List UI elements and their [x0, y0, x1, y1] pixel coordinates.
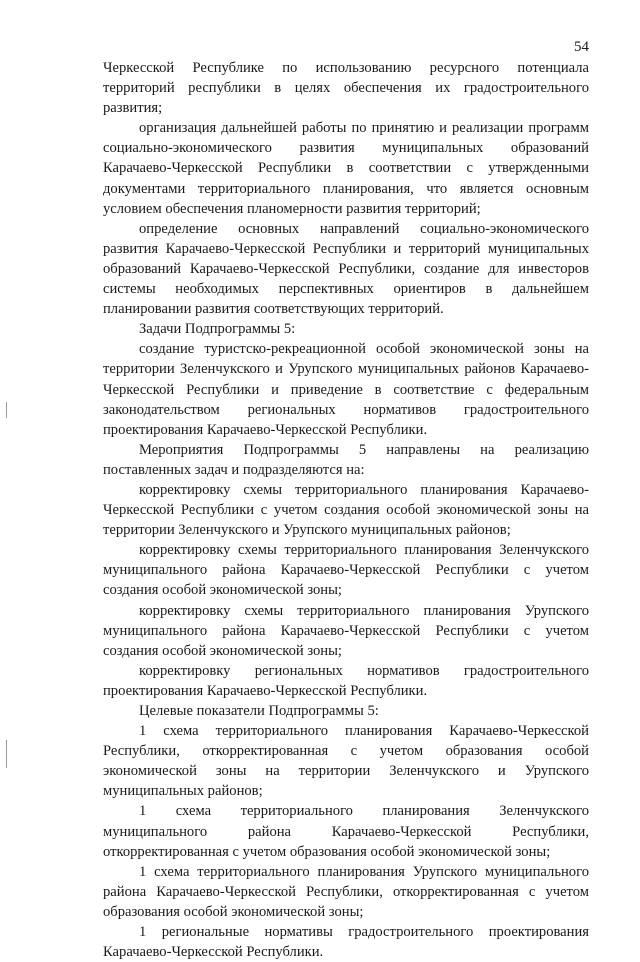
paragraph: 1 схема территориального планирования Зеленчукского муниципального района Карачаево-Черкесской Республики, откорректированная с учетом образования особой экономической зоны;: [103, 803, 589, 860]
paragraph: 1 схема территориального планирования Урупского муниципального района Карачаево-Черкесской Республики, откорректированная с учетом образования особой экономической зоны;: [103, 863, 589, 920]
target-indicators-heading: Целевые показатели Подпрограммы 5:: [139, 703, 379, 719]
paragraph: организация дальнейшей работы по принятию и реализации программ социально-экономического развития муниципальных образований Карачаево-Черкесской Республики в соответствии с утвержденными документами территориального планирования, что является основным условием обеспечения планомерности развития территорий;: [103, 120, 589, 217]
paragraph: корректировку схемы территориального планирования Урупского муниципального района Карачаево-Черкесской Республики с учетом создания особой экономической зоны;: [103, 602, 589, 659]
paragraph: 1 региональные нормативы градостроительного проектирования Карачаево-Черкесской Республики.: [103, 924, 589, 961]
paragraph: Мероприятия Подпрограммы 5 направлены на реализацию поставленных задач и подразделяются на:: [103, 441, 589, 478]
paragraph: создание туристско-рекреационной особой экономической зоны на территории Зеленчукского и Урупского муниципальных районов Карачаево-Черкесской Республики и приведение в соответствие с федеральным законодательством региональных нормативов градостроительного проектирования Карачаево-Черкесской Республики.: [103, 341, 589, 438]
paragraph: корректировку схемы территориального планирования Карачаево-Черкесской Республики с учетом создания особой экономической зоны на территории Зеленчукского и Урупского муниципальных районов;: [103, 481, 589, 539]
page-number: 54: [574, 39, 589, 55]
paragraph: 1 схема территориального планирования Карачаево-Черкесской Республики, откорректированная с учетом образования особой экономической зоны на территории Зеленчукского и Урупского муниципальных районов;: [103, 723, 589, 800]
paragraph: корректировку схемы территориального планирования Зеленчукского муниципального района Карачаево-Черкесской Республики с учетом создания особой экономической зоны;: [103, 542, 589, 599]
subprogram-tasks-heading: Задачи Подпрограммы 5:: [139, 321, 296, 338]
document-body: [103, 58, 589, 962]
paragraph: Черкесской Республике по использованию ресурсного потенциала территорий республики в целях обеспечения их градостроительного развития;: [103, 60, 589, 117]
paragraph: определение основных направлений социально-экономического развития Карачаево-Черкесской Республики и территорий муниципальных образований Карачаево-Черкесской Республики, создание для инвесторов системы необходимых перспективных ориентиров в дальнейшем планировании развития соответствующих территорий.: [103, 220, 589, 318]
paragraph: корректировку региональных нормативов градостроительного проектирования Карачаево-Черкесской Республики.: [103, 662, 589, 699]
scan-margin-mark: [6, 740, 7, 768]
scan-margin-mark: [6, 402, 7, 418]
